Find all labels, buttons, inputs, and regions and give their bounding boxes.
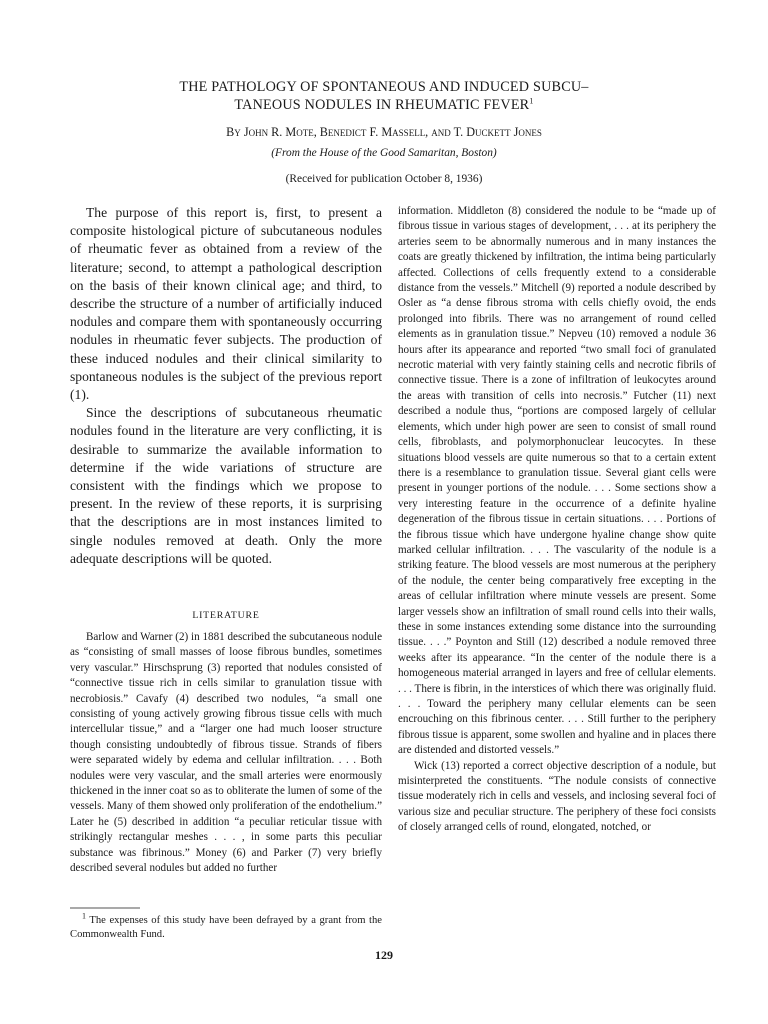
body-paragraph: Wick (13) reported a correct objective description of a nodule, but misinterpreted the constituents. “The nodule consists of connective tissue moderately rich in cells and vessels, and inclosing several foci of various size and peculiar structure. The periphery of these foci consists of closely arranged cells of round, elongated, notched, or: [398, 759, 716, 834]
intro-paragraph: Since the descriptions of subcutaneous rheumatic nodules found in the literature are very conflicting, it is desirable to summarize the available information to determine if the wide variations of structure are consistent with the findings which we propose to present. In the review of these reports, it is surprising that the descriptions are in most instances limited to single nodules removed at death. Only the more adequate descriptions will be quoted.: [70, 405, 382, 566]
affiliation: (From the House of the Good Samaritan, Boston): [271, 147, 497, 159]
footnote-mark: 1: [82, 911, 86, 921]
literature-column: [70, 630, 382, 877]
author-line: By John R. Mote, Benedict F. Massell, and T. Duckett Jones: [226, 125, 542, 139]
section-heading-literature: LITERATURE: [192, 610, 260, 621]
title-line-2: TANEOUS NODULES IN RHEUMATIC FEVER$^1$: [234, 96, 534, 113]
title-footnote-mark: 1: [529, 96, 534, 106]
literature-paragraph: Barlow and Warner (2) in 1881 described the subcutaneous nodule as “consisting of small masses of loose fibrous bundles, sometimes very vascular.” Hirschsprung (3) reported that nodules consisted of “connective tissue rich in cells similar to granulation tissue with necrobiosis.” Cavafy (4) described two nodules, “a small one consisting of young actively growing fibrous tissue cells with much intercellular tissue,” and a “larger one had much looser structure though consisting undoubtedly of fibrous tissue. Strands of fibers were separated widely by edema and cellular infiltration. . . . Both nodules were very vascular, and the small arteries were enormously thickened in the inner coat so as to obliterate the lumen of some of the vessels. Many of them showed only proliferation of the endothelium.” Later he (5) described in addition “a peculiar reticular tissue with strikingly rectangular meshes . . . , in some parts this peculiar substance was fibrinous.” Money (6) and Parker (7) very briefly described several nodules but added no further: [70, 631, 382, 875]
footnote: [70, 911, 382, 943]
article-title: [72, 78, 696, 114]
introduction-column: [70, 204, 382, 568]
footnote-rule: [70, 907, 382, 909]
intro-paragraph: The purpose of this report is, first, to present a composite histological picture of subcutaneous nodules of rheumatic fever as obtained from a review of the literature; second, to attempt a pathological description on the basis of their known clinical age; and third, to describe the structure of a number of artificially induced nodules and compare them with spontaneously occurring nodules in rheumatic fever subjects. The production of these induced nodules and their clinical similarity to spontaneous nodules is the subject of the previous report (1).: [70, 205, 382, 403]
page-number: 129: [375, 948, 393, 962]
footnote-text: The expenses of this study have been defrayed by a grant from the Commonwealth Fund.: [70, 915, 382, 941]
right-column: [398, 204, 716, 836]
title-line-1: THE PATHOLOGY OF SPONTANEOUS AND INDUCED SUBCU–: [179, 79, 589, 95]
received-date: (Received for publication October 8, 1936): [285, 173, 483, 185]
body-paragraph: information. Middleton (8) considered the nodule to be “made up of fibrous tissue in various stages of development, . . . at its periphery the arteries seem to be abnormally numerous and in many instances the coats are greatly thickened by infiltration, the intima being particularly affected. Collections of cells frequently extend to a considerable distance from the vessels.” Mitchell (9) reported a nodule described by Osler as “a dense fibrous stroma with cells chiefly ovoid, the ends prolonged into fibrils. There was no arrangement of round celled elements as in granulation tissue.” Nepveu (10) removed a nodule 36 hours after its appearance and reported “two small foci of granulated necrotic material with very faintly staining cells and necrotic fibrils of connective tissue. There is a zone of infiltration of leukocytes around the areas with transition of cells into necrosis.” Futcher (11) next described a nodule thus, “portions are composed largely of cellular elements, which under high power are seen to consist of small round cells, fibroblasts, and polymorphonuclear leucocytes. In these situations blood vessels are quite numerous so that to a certain extent there is a resemblance to granulation tissue. Several giant cells were present in younger portions of the nodule. . . . Some sections show a very interesting feature in the occurrence of a definite hyaline degeneration of the fibrous tissue in certain situations. . . . Portions of the fibrous tissue which have undergone hyaline change show quite marked cellular infiltration. . . . The vascularity of the nodule is a striking feature. The blood vessels are most numerous at the periphery of the nodule, the center being comparatively free excepting in the areas of cellular infiltration where minute vessels are present. Some larger vessels show an infiltration of small round cells into their walls, these in some instances extending some distance into the surrounding tissue. . . .” Poynton and Still (12) described a nodule removed three weeks after its appearance. “In the center of the nodule there is a homogeneous material arranged in layers and free of cellular elements. . . . There is fibrin, in the interstices of which there was originally fluid. . . . Toward the periphery many cellular elements can be seen encrouching on this fibrinous center. . . . Still further to the periphery fibrous tissue is apparent, some swollen and hyaline and in places there are distended and distorted vessels.”: [398, 205, 716, 757]
